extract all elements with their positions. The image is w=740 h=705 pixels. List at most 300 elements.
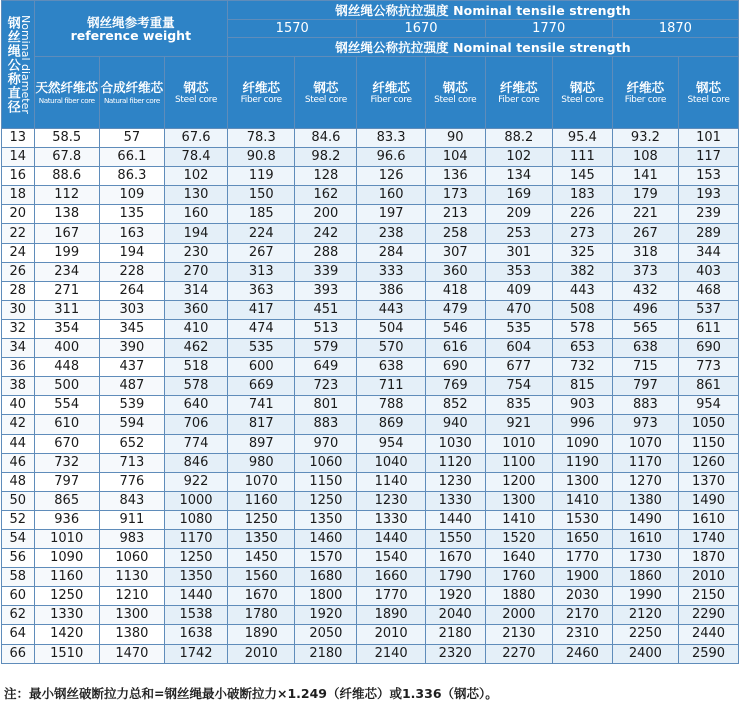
table-cell: 2180	[425, 625, 485, 644]
table-cell: 1638	[165, 625, 228, 644]
table-cell: 393	[295, 281, 357, 300]
column-label-zh: 合成纤维芯	[100, 79, 164, 95]
table-cell: 616	[425, 339, 485, 358]
table-cell: 270	[165, 262, 228, 281]
table-cell: 1250	[165, 549, 228, 568]
diameter-cell: 62	[2, 606, 35, 625]
table-cell: 1780	[228, 606, 295, 625]
table-cell: 579	[295, 339, 357, 358]
table-cell: 954	[679, 396, 739, 415]
table-row	[2, 129, 739, 148]
synthetic-fiber-core-column	[99, 57, 164, 129]
table-cell: 153	[679, 167, 739, 186]
grade-1570: 1570	[228, 20, 357, 38]
table-cell: 78.4	[165, 148, 228, 167]
table-cell: 1990	[612, 587, 678, 606]
table-row	[2, 148, 739, 167]
table-cell: 271	[34, 281, 99, 300]
table-cell: 88.2	[485, 129, 552, 148]
table-cell: 303	[99, 300, 164, 319]
table-cell: 1880	[485, 587, 552, 606]
table-cell: 2140	[357, 644, 425, 663]
table-cell: 2120	[612, 606, 678, 625]
table-cell: 1350	[295, 510, 357, 529]
table-cell: 500	[34, 377, 99, 396]
table-cell: 2460	[552, 644, 612, 663]
grade-1870: 1870	[612, 20, 738, 38]
table-cell: 2250	[612, 625, 678, 644]
table-cell: 1920	[295, 606, 357, 625]
table-cell: 861	[679, 377, 739, 396]
table-row	[2, 549, 739, 568]
diameter-cell: 13	[2, 129, 35, 148]
table-cell: 1530	[552, 510, 612, 529]
column-label-en: Steel core	[304, 94, 347, 105]
table-cell: 224	[228, 224, 295, 243]
table-cell: 1010	[485, 434, 552, 453]
table-cell: 638	[612, 339, 678, 358]
table-cell: 160	[165, 205, 228, 224]
table-row	[2, 243, 739, 262]
table-row	[2, 510, 739, 529]
table-row	[2, 606, 739, 625]
table-cell: 578	[552, 319, 612, 338]
table-cell: 754	[485, 377, 552, 396]
table-cell: 1450	[228, 549, 295, 568]
table-cell: 90	[425, 129, 485, 148]
diameter-cell: 24	[2, 243, 35, 262]
table-cell: 1520	[485, 529, 552, 548]
table-cell: 1540	[357, 549, 425, 568]
column-label-zh: 纤维芯	[372, 79, 410, 95]
table-cell: 194	[165, 224, 228, 243]
table-cell: 1410	[552, 491, 612, 510]
table-row	[2, 300, 739, 319]
diameter-cell: 52	[2, 510, 35, 529]
table-row	[2, 453, 739, 472]
table-cell: 267	[612, 224, 678, 243]
table-cell: 2590	[679, 644, 739, 663]
table-cell: 1890	[357, 606, 425, 625]
table-cell: 1380	[99, 625, 164, 644]
table-cell: 1770	[357, 587, 425, 606]
table-cell: 88.6	[34, 167, 99, 186]
table-cell: 1000	[165, 491, 228, 510]
table-cell: 2320	[425, 644, 485, 663]
nominal-diameter-en: Nominal diameter	[18, 15, 32, 114]
table-cell: 318	[612, 243, 678, 262]
table-cell: 183	[552, 186, 612, 205]
table-cell: 535	[228, 339, 295, 358]
table-cell: 230	[165, 243, 228, 262]
table-cell: 546	[425, 319, 485, 338]
table-cell: 67.8	[34, 148, 99, 167]
table-cell: 1760	[485, 568, 552, 587]
table-cell: 448	[34, 358, 99, 377]
table-cell: 193	[679, 186, 739, 205]
table-cell: 715	[612, 358, 678, 377]
table-cell: 1350	[165, 568, 228, 587]
table-cell: 197	[357, 205, 425, 224]
column-label-en: Natural fiber core	[38, 95, 95, 105]
grade-1670: 1670	[357, 20, 485, 38]
table-row	[2, 529, 739, 548]
diameter-cell: 48	[2, 472, 35, 491]
diameter-cell: 22	[2, 224, 35, 243]
table-cell: 213	[425, 205, 485, 224]
table-cell: 353	[485, 262, 552, 281]
reference-weight-en: reference weight	[70, 27, 192, 43]
table-cell: 95.4	[552, 129, 612, 148]
diameter-cell: 50	[2, 491, 35, 510]
diameter-cell: 54	[2, 529, 35, 548]
table-cell: 1460	[295, 529, 357, 548]
table-cell: 119	[228, 167, 295, 186]
column-label-zh: 纤维芯	[500, 79, 538, 95]
diameter-cell: 56	[2, 549, 35, 568]
table-cell: 1660	[357, 568, 425, 587]
table-cell: 2010	[228, 644, 295, 663]
table-cell: 1860	[612, 568, 678, 587]
table-cell: 504	[357, 319, 425, 338]
table-cell: 163	[99, 224, 164, 243]
table-cell: 1570	[295, 549, 357, 568]
table-cell: 1742	[165, 644, 228, 663]
table-cell: 652	[99, 434, 164, 453]
table-cell: 226	[552, 205, 612, 224]
table-cell: 1330	[34, 606, 99, 625]
table-cell: 1230	[357, 491, 425, 510]
table-cell: 1250	[295, 491, 357, 510]
table-cell: 2010	[357, 625, 425, 644]
table-cell: 1150	[295, 472, 357, 491]
table-cell: 1800	[295, 587, 357, 606]
fiber-core-1870-column	[612, 57, 678, 129]
tensile-strength-header-repeat: 钢丝绳公称抗拉强度 Nominal tensile strength	[228, 38, 739, 57]
table-cell: 869	[357, 415, 425, 434]
table-row	[2, 205, 739, 224]
table-cell: 1670	[425, 549, 485, 568]
table-cell: 1300	[485, 491, 552, 510]
table-cell: 1010	[34, 529, 99, 548]
table-cell: 922	[165, 472, 228, 491]
table-cell: 228	[99, 262, 164, 281]
table-row	[2, 568, 739, 587]
table-cell: 640	[165, 396, 228, 415]
table-cell: 508	[552, 300, 612, 319]
table-cell: 2180	[295, 644, 357, 663]
table-cell: 936	[34, 510, 99, 529]
table-cell: 382	[552, 262, 612, 281]
table-cell: 474	[228, 319, 295, 338]
table-cell: 1330	[425, 491, 485, 510]
table-cell: 2400	[612, 644, 678, 663]
table-cell: 135	[99, 205, 164, 224]
table-cell: 288	[295, 243, 357, 262]
diameter-cell: 30	[2, 300, 35, 319]
table-cell: 1300	[99, 606, 164, 625]
table-row	[2, 224, 739, 243]
table-cell: 513	[295, 319, 357, 338]
table-cell: 1230	[425, 472, 485, 491]
diameter-cell: 14	[2, 148, 35, 167]
column-label-en: Steel core	[174, 94, 218, 105]
table-cell: 1370	[679, 472, 739, 491]
table-cell: 769	[425, 377, 485, 396]
table-cell: 470	[485, 300, 552, 319]
table-cell: 2000	[485, 606, 552, 625]
table-cell: 835	[485, 396, 552, 415]
table-cell: 314	[165, 281, 228, 300]
table-row	[2, 472, 739, 491]
table-cell: 1130	[99, 568, 164, 587]
table-cell: 1770	[552, 549, 612, 568]
table-row	[2, 319, 739, 338]
table-cell: 1070	[612, 434, 678, 453]
table-cell: 2030	[552, 587, 612, 606]
column-label-zh: 钢芯	[442, 79, 468, 95]
table-cell: 797	[612, 377, 678, 396]
table-cell: 1050	[679, 415, 739, 434]
table-row	[2, 491, 739, 510]
table-cell: 723	[295, 377, 357, 396]
table-cell: 409	[485, 281, 552, 300]
table-cell: 1090	[34, 549, 99, 568]
table-cell: 535	[485, 319, 552, 338]
table-cell: 2150	[679, 587, 739, 606]
table-cell: 897	[228, 434, 295, 453]
rope-spec-table	[1, 0, 739, 664]
table-cell: 2040	[425, 606, 485, 625]
diameter-cell: 34	[2, 339, 35, 358]
table-cell: 817	[228, 415, 295, 434]
column-label-zh: 钢芯	[313, 79, 339, 95]
table-cell: 980	[228, 453, 295, 472]
table-cell: 1490	[612, 510, 678, 529]
table-cell: 345	[99, 319, 164, 338]
table-cell: 400	[34, 339, 99, 358]
fiber-core-1570-column	[228, 57, 295, 129]
table-cell: 1190	[552, 453, 612, 472]
table-cell: 1160	[228, 491, 295, 510]
table-cell: 98.2	[295, 148, 357, 167]
table-cell: 711	[357, 377, 425, 396]
table-cell: 84.6	[295, 129, 357, 148]
diameter-cell: 26	[2, 262, 35, 281]
column-label-zh: 钢芯	[569, 79, 595, 95]
table-cell: 1210	[99, 587, 164, 606]
table-cell: 462	[165, 339, 228, 358]
table-cell: 610	[34, 415, 99, 434]
table-cell: 209	[485, 205, 552, 224]
table-cell: 1890	[228, 625, 295, 644]
diameter-cell: 32	[2, 319, 35, 338]
grade-1770: 1770	[485, 20, 612, 38]
table-cell: 284	[357, 243, 425, 262]
table-cell: 638	[357, 358, 425, 377]
table-row	[2, 281, 739, 300]
table-cell: 273	[552, 224, 612, 243]
table-cell: 706	[165, 415, 228, 434]
table-cell: 1060	[99, 549, 164, 568]
table-cell: 102	[165, 167, 228, 186]
table-cell: 360	[165, 300, 228, 319]
table-cell: 732	[34, 453, 99, 472]
table-cell: 1610	[679, 510, 739, 529]
natural-fiber-core-column	[34, 57, 99, 129]
table-cell: 1870	[679, 549, 739, 568]
table-cell: 344	[679, 243, 739, 262]
table-cell: 903	[552, 396, 612, 415]
table-cell: 325	[552, 243, 612, 262]
table-row	[2, 377, 739, 396]
table-cell: 788	[357, 396, 425, 415]
table-cell: 1410	[485, 510, 552, 529]
table-cell: 1730	[612, 549, 678, 568]
table-cell: 417	[228, 300, 295, 319]
column-label-zh: 钢芯	[696, 79, 722, 95]
table-cell: 109	[99, 186, 164, 205]
diameter-cell: 20	[2, 205, 35, 224]
table-cell: 93.2	[612, 129, 678, 148]
table-cell: 1560	[228, 568, 295, 587]
table-cell: 1260	[679, 453, 739, 472]
table-cell: 1250	[228, 510, 295, 529]
table-cell: 141	[612, 167, 678, 186]
column-label-en: Fiber core	[370, 94, 412, 105]
table-cell: 774	[165, 434, 228, 453]
table-cell: 66.1	[99, 148, 164, 167]
fiber-core-1670-column	[357, 57, 425, 129]
table-row	[2, 644, 739, 663]
table-cell: 973	[612, 415, 678, 434]
diameter-cell: 42	[2, 415, 35, 434]
table-row	[2, 396, 739, 415]
table-row	[2, 358, 739, 377]
table-cell: 199	[34, 243, 99, 262]
table-cell: 167	[34, 224, 99, 243]
table-row	[2, 186, 739, 205]
table-cell: 1070	[228, 472, 295, 491]
table-cell: 373	[612, 262, 678, 281]
table-cell: 78.3	[228, 129, 295, 148]
table-cell: 1270	[612, 472, 678, 491]
table-cell: 843	[99, 491, 164, 510]
table-cell: 1420	[34, 625, 99, 644]
table-cell: 160	[357, 186, 425, 205]
table-cell: 1030	[425, 434, 485, 453]
table-row	[2, 434, 739, 453]
table-cell: 1538	[165, 606, 228, 625]
table-cell: 200	[295, 205, 357, 224]
table-cell: 138	[34, 205, 99, 224]
table-cell: 518	[165, 358, 228, 377]
table-cell: 649	[295, 358, 357, 377]
table-cell: 112	[34, 186, 99, 205]
table-cell: 565	[612, 319, 678, 338]
table-cell: 1920	[425, 587, 485, 606]
footnote: 注：最小钢丝破断拉力总和=钢丝绳最小破断拉力×1.249（纤维芯）或1.336（钢芯）。	[4, 686, 498, 701]
table-cell: 1670	[228, 587, 295, 606]
table-row	[2, 262, 739, 281]
table-body	[2, 129, 739, 664]
table-cell: 1100	[485, 453, 552, 472]
table-cell: 2440	[679, 625, 739, 644]
table-cell: 136	[425, 167, 485, 186]
table-cell: 2310	[552, 625, 612, 644]
table-cell: 1040	[357, 453, 425, 472]
table-cell: 911	[99, 510, 164, 529]
table-cell: 921	[485, 415, 552, 434]
table-cell: 90.8	[228, 148, 295, 167]
steel-core-1870-column	[679, 57, 739, 129]
diameter-cell: 18	[2, 186, 35, 205]
table-cell: 390	[99, 339, 164, 358]
reference-weight-zh: 钢丝绳参考重量	[87, 14, 175, 30]
table-cell: 1900	[552, 568, 612, 587]
table-cell: 1380	[612, 491, 678, 510]
column-label-en: Steel core	[434, 94, 477, 105]
table-cell: 307	[425, 243, 485, 262]
table-cell: 537	[679, 300, 739, 319]
table-row	[2, 339, 739, 358]
table-cell: 496	[612, 300, 678, 319]
table-cell: 1140	[357, 472, 425, 491]
table-cell: 1170	[612, 453, 678, 472]
table-cell: 852	[425, 396, 485, 415]
table-cell: 1080	[165, 510, 228, 529]
table-cell: 713	[99, 453, 164, 472]
table-cell: 776	[99, 472, 164, 491]
diameter-cell: 60	[2, 587, 35, 606]
table-cell: 954	[357, 434, 425, 453]
table-cell: 996	[552, 415, 612, 434]
table-cell: 67.6	[165, 129, 228, 148]
table-cell: 354	[34, 319, 99, 338]
table-cell: 2130	[485, 625, 552, 644]
table-row	[2, 167, 739, 186]
table-cell: 1060	[295, 453, 357, 472]
tensile-strength-header: 钢丝绳公称抗拉强度 Nominal tensile strength	[228, 1, 739, 20]
table-cell: 117	[679, 148, 739, 167]
table-cell: 1490	[679, 491, 739, 510]
column-label-zh: 纤维芯	[242, 79, 280, 95]
table-cell: 570	[357, 339, 425, 358]
table-cell: 360	[425, 262, 485, 281]
table-cell: 1120	[425, 453, 485, 472]
column-label-zh: 天然纤维芯	[35, 79, 98, 95]
diameter-cell: 40	[2, 396, 35, 415]
fiber-core-1770-column	[485, 57, 552, 129]
column-label-zh: 纤维芯	[626, 79, 665, 95]
table-cell: 58.5	[34, 129, 99, 148]
table-cell: 96.6	[357, 148, 425, 167]
table-cell: 101	[679, 129, 739, 148]
table-cell: 670	[34, 434, 99, 453]
table-cell: 128	[295, 167, 357, 186]
table-cell: 145	[552, 167, 612, 186]
table-cell: 554	[34, 396, 99, 415]
table-cell: 410	[165, 319, 228, 338]
table-cell: 801	[295, 396, 357, 415]
table-cell: 83.3	[357, 129, 425, 148]
table-cell: 2170	[552, 606, 612, 625]
table-cell: 2290	[679, 606, 739, 625]
table-cell: 451	[295, 300, 357, 319]
diameter-cell: 58	[2, 568, 35, 587]
table-cell: 104	[425, 148, 485, 167]
table-cell: 437	[99, 358, 164, 377]
